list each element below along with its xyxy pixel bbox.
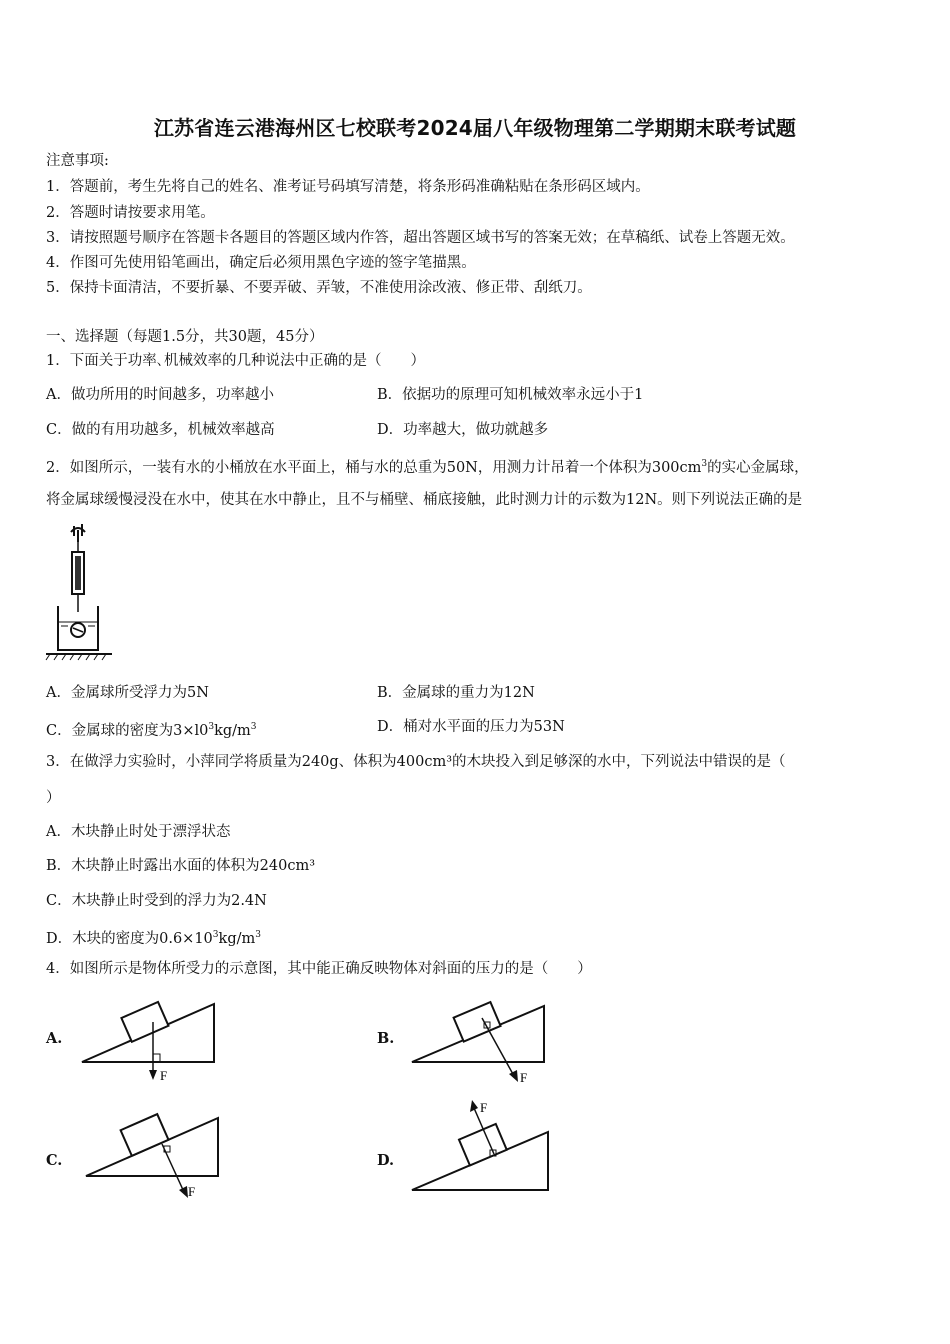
q4-option-a-label: A.	[46, 1030, 63, 1047]
q1-option-b: B．依据功的原理可知机械效率永远小于1	[377, 387, 644, 403]
section-heading: 一、选择题（每题1.5分，共30题，45分）	[46, 329, 324, 345]
q2-stem-line2: 将金属球缓慢浸没在水中，使其在水中静止，且不与桶壁、桶底接触，此时测力计的示数为12N。则下列说法正确的是	[46, 492, 803, 508]
q3-option-a: A．木块静止时处于漂浮状态	[46, 824, 231, 840]
q4-b-force-label: F	[520, 1070, 528, 1085]
q1-stem: 1．下面关于功率､机械效率的几种说法中正确的是（ ）	[46, 353, 425, 369]
q2-stem-line1: 2．如图所示，一装有水的小桶放在水平面上，桶与水的总重为50N，用测力计吊着一个体积为$300cm^3$的实心金属球，	[46, 459, 809, 476]
notice-item-4: 4．作图可先使用铅笔画出，确定后必须用黑色字迹的签字笔描黑。	[46, 255, 476, 271]
notice-item-3: 3．请按照题号顺序在答题卡各题目的答题区域内作答，超出答题区域书写的答案无效；在草稿纸、试卷上答题无效。	[46, 230, 795, 246]
q4-d-force-label: F	[480, 1100, 488, 1115]
q4-figure-c	[84, 1108, 224, 1200]
q4-a-force-label: F	[160, 1068, 168, 1083]
q1-option-d: D．功率越大，做功就越多	[377, 422, 549, 438]
q3-stem-line2: ）	[46, 790, 61, 806]
q2-spring-scale-figure	[44, 522, 116, 664]
q4-option-d-label: D.	[377, 1152, 395, 1169]
q2-option-d: D．桶对水平面的压力为53N	[377, 719, 565, 735]
q1-option-c: C．做的有用功越多，机械效率越高	[46, 422, 275, 438]
notice-item-5: 5．保持卡面清洁，不要折暴、不要弄破、弄皱，不准使用涂改液、修正带、刮纸刀。	[46, 280, 592, 296]
q4-stem: 4．如图所示是物体所受力的示意图，其中能正确反映物体对斜面的压力的是（ ）	[46, 961, 592, 977]
q3-option-d: D．木块的密度为$0.6\times 10^3kg/m^3$	[46, 930, 261, 947]
notice-item-1: 1．答题前，考生先将自己的姓名、准考证号码填写清楚，将条形码准确粘贴在条形码区域内。	[46, 179, 650, 195]
q4-figure-a	[80, 996, 220, 1084]
q4-option-b-label: B.	[377, 1030, 395, 1047]
q4-figure-b	[408, 996, 548, 1088]
q1-option-a: A．做功所用的时间越多，功率越小	[46, 387, 274, 403]
q4-c-force-label: F	[188, 1184, 196, 1199]
q4-option-c-label: C.	[46, 1152, 63, 1169]
q3-option-b: B．木块静止时露出水面的体积为240cm³	[46, 858, 316, 874]
q3-stem-line1: 3．在做浮力实验时，小萍同学将质量为240g、体积为400cm³的木块投入到足够深的水中，下列说法中错误的是（	[46, 754, 786, 770]
exam-title: 江苏省连云港海州区七校联考2024届八年级物理第二学期期末联考试题	[153, 116, 797, 140]
q4-figure-d	[408, 1100, 552, 1196]
q2-option-c: C．金属球的密度为$3\times l0^3kg/m^3$	[46, 722, 257, 739]
q3-option-c: C．木块静止时受到的浮力为2.4N	[46, 893, 267, 909]
notice-heading: 注意事项:	[46, 153, 109, 169]
notice-item-2: 2．答题时请按要求用笔。	[46, 205, 215, 221]
q2-option-a: A．金属球所受浮力为5N	[46, 685, 209, 701]
q2-option-b: B．金属球的重力为12N	[377, 685, 535, 701]
